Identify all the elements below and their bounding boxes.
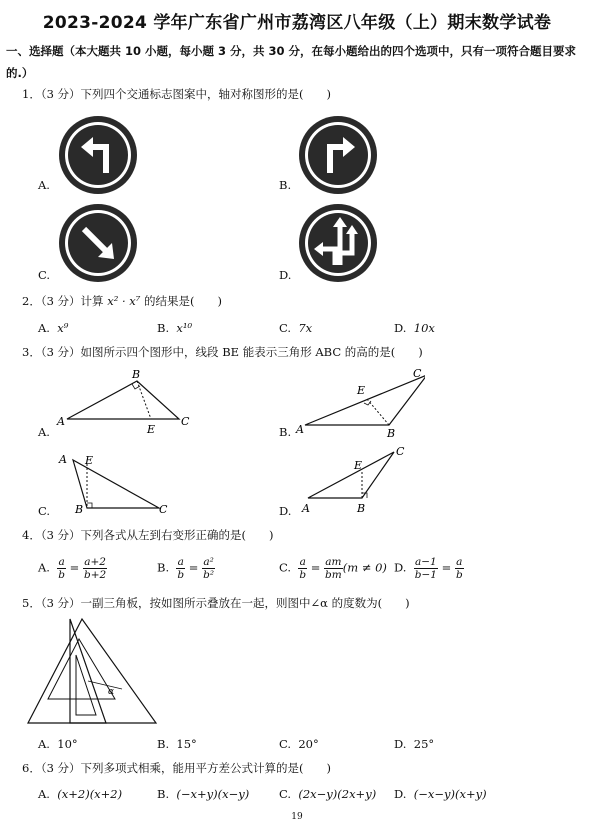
fraction: $\frac{a-1}{b-1}$: [414, 556, 437, 581]
q2-option-b-value: x¹⁰: [176, 321, 193, 335]
q1-option-b-label: B.: [279, 178, 292, 192]
q5-option-c: [279, 737, 319, 751]
q4-option-a: A. $\frac{a}{b}$ = $\frac{a+2}{b+2}$: [38, 556, 107, 581]
q2-option-c-label: C.: [279, 321, 292, 335]
vertex-c: C: [396, 445, 405, 458]
q5-option-d-value: 25°: [413, 737, 435, 751]
fraction: $\frac{a}{b}$: [455, 556, 463, 581]
q4-option-c-condition: (m ≠ 0): [342, 560, 387, 575]
angle-alpha: α: [108, 687, 115, 697]
fraction: $\frac{\text{a²}}{\text{b²}}$: [203, 556, 215, 581]
fraction: $\frac{am}{bm}$: [325, 556, 342, 581]
question-6-stem: 6．（3 分）下列多项式相乘，能用平方差公式计算的是( ): [22, 761, 332, 775]
q2-option-c: [279, 321, 312, 335]
q6-option-a-label: A.: [38, 787, 50, 801]
q2-option-a: [38, 321, 68, 335]
q2-option-c-value: 7x: [298, 321, 313, 335]
q6-option-b: [157, 787, 249, 801]
q3-option-c-label: C.: [38, 504, 51, 518]
q5-option-c-label: C.: [279, 737, 292, 751]
set-squares-figure: [26, 615, 158, 727]
vertex-c: C: [159, 503, 168, 516]
q3-option-a-label: A.: [38, 425, 50, 439]
q3-figure-a: [55, 367, 195, 437]
q2-stem-suffix: 的结果是( ): [140, 294, 223, 308]
q5-option-b-value: 15°: [176, 737, 197, 751]
arrow-turn-left-icon: [58, 115, 138, 195]
q6-option-a-value: (x+2)(x+2): [57, 787, 123, 801]
q2-stem-expression: x² · x⁷: [107, 294, 141, 308]
q2-option-b-label: B.: [157, 321, 170, 335]
q3-option-b-label: B.: [279, 425, 292, 439]
vertex-c: C: [181, 415, 190, 428]
arrow-turn-right-icon: [298, 115, 378, 195]
vertex-a: A: [59, 453, 67, 466]
q2-option-d-label: D.: [394, 321, 407, 335]
q2-option-d: [394, 321, 435, 335]
fraction: $\frac{a+2}{b+2}$: [83, 556, 107, 581]
q2-option-a-label: A.: [38, 321, 50, 335]
vertex-a: A: [302, 502, 310, 515]
q6-option-d: [394, 787, 487, 801]
question-3-stem: 3．（3 分）如图所示四个图形中，线段 BE 能表示三角形 ABC 的高的是( ): [22, 345, 423, 359]
q4-option-d: D. $\frac{a-1}{b-1}$ = $\frac{a}{b}$: [394, 556, 463, 581]
q5-option-a-label: A.: [38, 737, 50, 751]
fraction: $\frac{a}{b}$: [299, 556, 307, 581]
q5-option-a-value: 10°: [57, 737, 78, 751]
q5-option-a: [38, 737, 78, 751]
vertex-b: B: [132, 368, 141, 381]
q1-option-d-label: D.: [279, 268, 292, 282]
section-heading: 一、选择题（本大题共 10 小题，每小题 3 分，共 30 分，在每小题给出的四个选项中，只有一项符合题目要求的.）: [6, 44, 577, 80]
q5-option-d: [394, 737, 434, 751]
page-number: 19: [291, 812, 303, 822]
q4-option-b-label: B.: [157, 560, 170, 575]
vertex-b: B: [387, 427, 396, 439]
q6-option-c-label: C.: [279, 787, 292, 801]
q3-figure-b: [295, 365, 425, 439]
question-2-stem: [22, 293, 222, 309]
q6-option-b-label: B.: [157, 787, 170, 801]
question-4-stem: 4．（3 分）下列各式从左到右变形正确的是( ): [22, 528, 274, 542]
vertex-e: E: [85, 454, 94, 467]
q4-option-c-label: C.: [279, 560, 292, 575]
q4-option-a-label: A.: [38, 560, 50, 575]
vertex-a: A: [57, 415, 65, 428]
split-arrows-icon: [298, 203, 378, 283]
q2-option-b: [157, 321, 192, 335]
fraction: $\frac{a}{b}$: [177, 556, 185, 581]
q6-option-d-value: (−x−y)(x+y): [413, 787, 487, 801]
fraction: $\frac{a}{b}$: [58, 556, 66, 581]
q2-option-d-value: 10x: [413, 321, 435, 335]
q3-figure-d: [296, 442, 416, 518]
q1-option-c-label: C.: [38, 268, 51, 282]
vertex-b: B: [357, 502, 366, 515]
vertex-c: C: [413, 367, 422, 380]
page-title: 2023-2024 学年广东省广州市荔湾区八年级（上）期末数学试卷: [42, 13, 552, 33]
q6-option-c: [279, 787, 376, 801]
vertex-b: B: [75, 503, 84, 516]
q5-option-c-value: 20°: [298, 737, 319, 751]
q2-option-a-value: x⁹: [57, 321, 69, 335]
q6-option-d-label: D.: [394, 787, 407, 801]
vertex-e: E: [357, 384, 366, 397]
vertex-e: E: [147, 423, 156, 436]
q4-option-c: C. $\frac{a}{b}$ = $\frac{am}{bm}$ (m ≠ 0): [279, 556, 387, 581]
q4-option-b: B. $\frac{a}{b}$ = $\frac{\text{a²}}{\text{b²}}$: [157, 556, 215, 581]
question-5-stem: 5．（3 分）一副三角板，按如图所示叠放在一起，则图中∠α 的度数为( ): [22, 596, 410, 610]
vertex-e: E: [354, 459, 363, 472]
q6-option-c-value: (2x−y)(2x+y): [298, 787, 377, 801]
q3-figure-c: [55, 450, 180, 516]
q6-option-b-value: (−x+y)(x−y): [176, 787, 250, 801]
q4-option-d-label: D.: [394, 560, 407, 575]
arrow-down-right-icon: [58, 203, 138, 283]
question-1-stem: 1．（3 分）下列四个交通标志图案中，轴对称图形的是( ): [22, 87, 332, 101]
vertex-a: A: [296, 423, 304, 436]
q5-option-d-label: D.: [394, 737, 407, 751]
q6-option-a: [38, 787, 122, 801]
q2-stem-prefix: 2．（3 分）计算: [22, 294, 108, 308]
q5-option-b-label: B.: [157, 737, 170, 751]
q3-option-d-label: D.: [279, 504, 292, 518]
q5-option-b: [157, 737, 197, 751]
q1-option-a-label: A.: [38, 178, 50, 192]
